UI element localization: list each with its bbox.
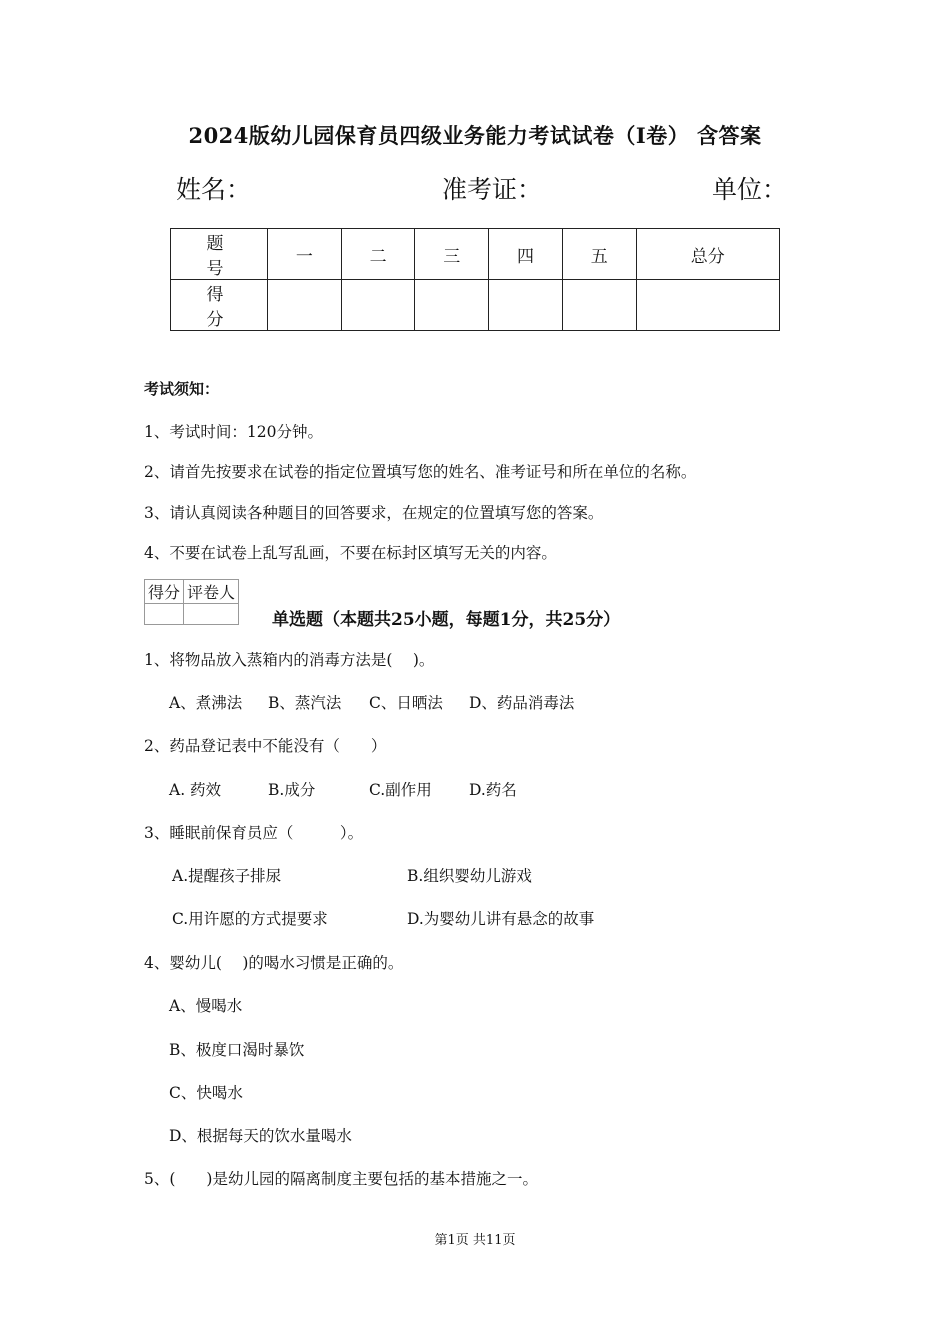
question-stem: 5、( )是幼儿园的隔离制度主要包括的基本措施之一。 — [144, 1170, 538, 1188]
grader-score-cell[interactable] — [145, 604, 184, 625]
score-table-cell: 五 — [562, 229, 636, 280]
score-table-cell: 二 — [341, 229, 415, 280]
answer-option: B.组织婴幼儿游戏 — [407, 867, 532, 885]
answer-option: A、煮沸法 — [169, 694, 243, 712]
score-table — [170, 228, 780, 331]
page-number: 第1页 共11页 — [434, 1233, 516, 1248]
answer-option: D.药名 — [469, 781, 517, 799]
answer-option: C.副作用 — [369, 781, 432, 799]
notice-heading: 考试须知： — [144, 380, 220, 398]
answer-option: D.为婴幼儿讲有悬念的故事 — [407, 910, 595, 928]
score-input-cell[interactable] — [636, 280, 779, 331]
answer-option: C.用许愿的方式提要求 — [172, 910, 328, 928]
score-row-label: 得 分 — [171, 280, 268, 331]
score-input-cell[interactable] — [268, 280, 342, 331]
score-table-cell: 总分 — [636, 229, 779, 280]
score-input-cell[interactable] — [341, 280, 415, 331]
score-table-cell: 题 号 — [171, 229, 268, 280]
notice-item: 3、请认真阅读各种题目的回答要求，在规定的位置填写您的答案。 — [144, 504, 604, 522]
question-stem: 3、睡眠前保育员应（ ）。 — [144, 824, 364, 842]
score-table-header-row — [171, 229, 780, 280]
answer-option: C、日晒法 — [369, 694, 443, 712]
answer-option: A. 药效 — [169, 781, 222, 799]
grader-score-label: 得分 — [145, 580, 184, 604]
score-table-score-row — [171, 280, 780, 331]
answer-option: B、极度口渴时暴饮 — [169, 1041, 305, 1059]
exam-title: 2024版幼儿园保育员四级业务能力考试试卷（I卷） 含答案 — [188, 123, 762, 148]
unit-label: 单位： — [712, 175, 788, 204]
question-stem: 4、婴幼儿( )的喝水习惯是正确的。 — [144, 954, 404, 972]
answer-option: B.成分 — [268, 781, 316, 799]
exam-id-label: 准考证： — [442, 175, 543, 204]
question-stem: 1、将物品放入蒸箱内的消毒方法是( )。 — [144, 651, 435, 669]
score-table-cell: 四 — [489, 229, 563, 280]
notice-item: 4、不要在试卷上乱写乱画，不要在标封区填写无关的内容。 — [144, 544, 557, 562]
name-label: 姓名： — [176, 175, 252, 204]
answer-option: A.提醒孩子排尿 — [172, 867, 282, 885]
answer-option: B、蒸汽法 — [268, 694, 342, 712]
answer-option: D、药品消毒法 — [469, 694, 575, 712]
score-table-cell: 一 — [268, 229, 342, 280]
grader-reviewer-label: 评卷人 — [184, 580, 239, 604]
score-table-cell: 三 — [415, 229, 489, 280]
score-input-cell[interactable] — [415, 280, 489, 331]
answer-option: C、快喝水 — [169, 1084, 243, 1102]
notice-item: 2、请首先按要求在试卷的指定位置填写您的姓名、准考证号和所在单位的名称。 — [144, 463, 697, 481]
answer-option: A、慢喝水 — [169, 997, 243, 1015]
score-input-cell[interactable] — [489, 280, 563, 331]
answer-option: D、根据每天的饮水量喝水 — [169, 1127, 352, 1145]
question-stem: 2、药品登记表中不能没有（ ） — [144, 737, 387, 755]
grader-reviewer-cell[interactable] — [184, 604, 239, 625]
notice-item: 1、考试时间：120分钟。 — [144, 423, 323, 441]
score-input-cell[interactable] — [562, 280, 636, 331]
section-title: 单选题（本题共25小题，每题1分，共25分） — [272, 610, 621, 630]
grader-box — [144, 579, 239, 625]
